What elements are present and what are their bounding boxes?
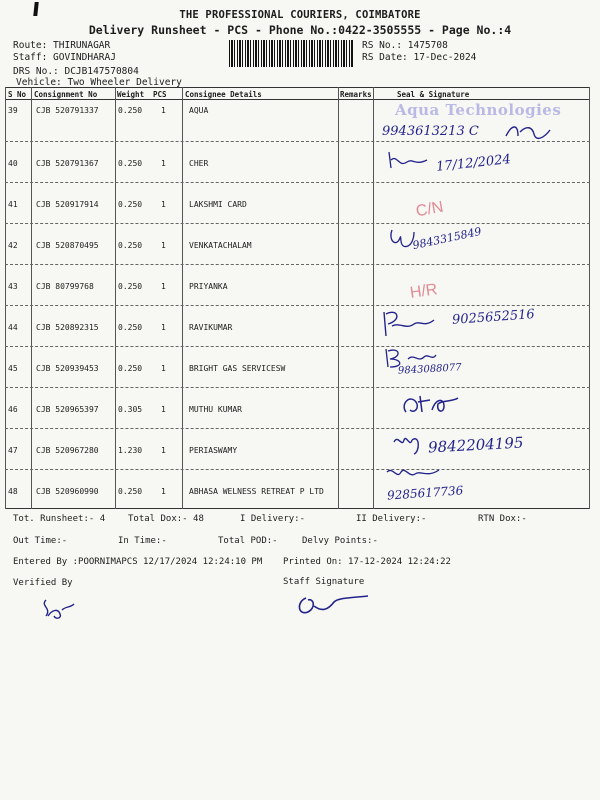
vehicle-label: Vehicle: Two Wheeler Delivery bbox=[16, 77, 182, 88]
cell-sno: 44 bbox=[8, 323, 18, 332]
cell-weight: 0.250 bbox=[118, 200, 143, 209]
col-weight: Weight bbox=[117, 90, 145, 99]
cell-consignment: CJB 520892315 bbox=[36, 323, 99, 332]
cell-sno: 46 bbox=[8, 405, 18, 414]
rs-number: RS No.: 1475708 bbox=[362, 40, 448, 51]
col-consignment: Consignment No bbox=[34, 90, 98, 99]
handwritten-mark: C/N bbox=[414, 198, 445, 221]
cell-pcs: 1 bbox=[161, 446, 166, 455]
route-label: Route: THIRUNAGAR bbox=[13, 40, 111, 51]
entered-by: Entered By :POORNIMAPCS 12/17/2024 12:24:10 PM bbox=[13, 557, 263, 567]
total-dox: Total Dox:- 48 bbox=[128, 514, 204, 524]
cell-pcs: 1 bbox=[161, 282, 166, 291]
signature bbox=[378, 306, 438, 340]
handwritten-phone: 9025652516 bbox=[451, 307, 536, 328]
cell-consignment: CJB 80799768 bbox=[36, 282, 94, 291]
rtn-dox: RTN Dox:- bbox=[478, 514, 527, 524]
cell-pcs: 1 bbox=[161, 106, 166, 115]
cell-consignee: PRIYANKA bbox=[189, 282, 228, 291]
cell-consignee: LAKSHMI CARD bbox=[189, 200, 247, 209]
cell-sno: 40 bbox=[8, 159, 18, 168]
col-seal-signature: Seal & Signature bbox=[397, 90, 470, 99]
ii-delivery: II Delivery:- bbox=[356, 514, 427, 524]
total-pod: Total POD:- bbox=[218, 536, 278, 546]
in-time: In Time:- bbox=[118, 536, 167, 546]
cell-consignee: PERIASWAMY bbox=[189, 446, 238, 455]
cell-weight: 0.250 bbox=[118, 106, 143, 115]
cell-weight: 1.230 bbox=[118, 446, 143, 455]
table-row bbox=[5, 223, 590, 264]
cell-pcs: 1 bbox=[161, 487, 166, 496]
signature bbox=[400, 390, 462, 416]
cell-sno: 47 bbox=[8, 446, 18, 455]
cell-sno: 45 bbox=[8, 364, 18, 373]
cell-pcs: 1 bbox=[161, 323, 166, 332]
handwritten-phone: 9285617736 bbox=[386, 483, 464, 503]
cell-sno: 42 bbox=[8, 241, 18, 250]
cell-consignee: ABHASA WELNESS RETREAT P LTD bbox=[189, 487, 324, 496]
cell-weight: 0.250 bbox=[118, 241, 143, 250]
cell-weight: 0.250 bbox=[118, 323, 143, 332]
company-stamp: Aqua Technologies bbox=[395, 101, 562, 119]
cell-sno: 41 bbox=[8, 200, 18, 209]
cell-consignment: CJB 520939453 bbox=[36, 364, 99, 373]
staff-signature bbox=[294, 590, 372, 618]
cell-consignment: CJB 520960990 bbox=[36, 487, 99, 496]
handwritten-date: 17/12/2024 bbox=[435, 152, 512, 175]
verified-by-label: Verified By bbox=[13, 578, 73, 588]
cell-consignee: RAVIKUMAR bbox=[189, 323, 233, 332]
handwritten-phone: 9843315849 bbox=[411, 224, 483, 253]
handwritten-phone: 9943613213 C bbox=[382, 124, 479, 139]
table-row bbox=[5, 182, 590, 223]
cell-consignment: CJB 520917914 bbox=[36, 200, 99, 209]
cell-consignment: CJB 520967280 bbox=[36, 446, 99, 455]
cell-sno: 43 bbox=[8, 282, 18, 291]
cell-consignee: BRIGHT GAS SERVICESW bbox=[189, 364, 286, 373]
cell-sno: 48 bbox=[8, 487, 18, 496]
printed-on: Printed On: 17-12-2024 12:24:22 bbox=[283, 557, 451, 567]
cell-consignee: VENKATACHALAM bbox=[189, 241, 252, 250]
out-time: Out Time:- bbox=[13, 536, 68, 546]
cell-pcs: 1 bbox=[161, 364, 166, 373]
cell-consignment: CJB 520965397 bbox=[36, 405, 99, 414]
cell-pcs: 1 bbox=[161, 200, 166, 209]
signature bbox=[383, 466, 443, 484]
cell-pcs: 1 bbox=[161, 159, 166, 168]
col-remarks: Remarks bbox=[340, 90, 372, 99]
cell-weight: 0.250 bbox=[118, 282, 143, 291]
cell-consignee: AQUA bbox=[189, 106, 209, 115]
cell-sno: 39 bbox=[8, 106, 18, 115]
col-sno: S No bbox=[8, 90, 27, 99]
col-pcs: PCS bbox=[153, 90, 167, 99]
signature bbox=[385, 150, 430, 172]
staff-signature-label: Staff Signature bbox=[283, 577, 365, 587]
cell-weight: 0.250 bbox=[118, 364, 143, 373]
table-row bbox=[5, 387, 590, 428]
cell-weight: 0.250 bbox=[118, 159, 143, 168]
cell-pcs: 1 bbox=[161, 405, 166, 414]
signature bbox=[390, 430, 426, 456]
table-row bbox=[5, 264, 590, 305]
handwritten-phone: 9843088077 bbox=[397, 362, 462, 377]
delivery-points: Delvy Points:- bbox=[302, 536, 378, 546]
cell-consignee: CHER bbox=[189, 159, 209, 168]
cell-consignee: MUTHU KUMAR bbox=[189, 405, 242, 414]
barcode bbox=[229, 40, 354, 67]
total-runsheet: Tot. Runsheet:- 4 bbox=[13, 514, 106, 524]
cell-consignment: CJB 520791367 bbox=[36, 159, 99, 168]
table-row bbox=[5, 469, 590, 510]
cell-weight: 0.305 bbox=[118, 405, 143, 414]
company-name: THE PROFESSIONAL COURIERS, COIMBATORE bbox=[179, 9, 421, 21]
col-consignee: Consignee Details bbox=[185, 90, 262, 99]
runsheet-title: Delivery Runsheet - PCS - Phone No.:0422-3505555 - Page No.:4 bbox=[88, 23, 512, 37]
handwritten-phone: 9842204195 bbox=[427, 433, 524, 457]
staff-label: Staff: GOVINDHARAJ bbox=[13, 52, 116, 63]
cell-consignment: CJB 520791337 bbox=[36, 106, 99, 115]
cell-consignment: CJB 520870495 bbox=[36, 241, 99, 250]
rs-date: RS Date: 17-Dec-2024 bbox=[362, 52, 477, 63]
verifier-signature bbox=[38, 596, 76, 622]
signature bbox=[504, 122, 552, 142]
table-row bbox=[5, 346, 590, 387]
cell-weight: 0.250 bbox=[118, 487, 143, 496]
handwritten-mark: H/R bbox=[408, 281, 439, 302]
i-delivery: I Delivery:- bbox=[240, 514, 306, 524]
drs-number: DRS No.: DCJB147570804 bbox=[13, 66, 139, 77]
cell-pcs: 1 bbox=[161, 241, 166, 250]
